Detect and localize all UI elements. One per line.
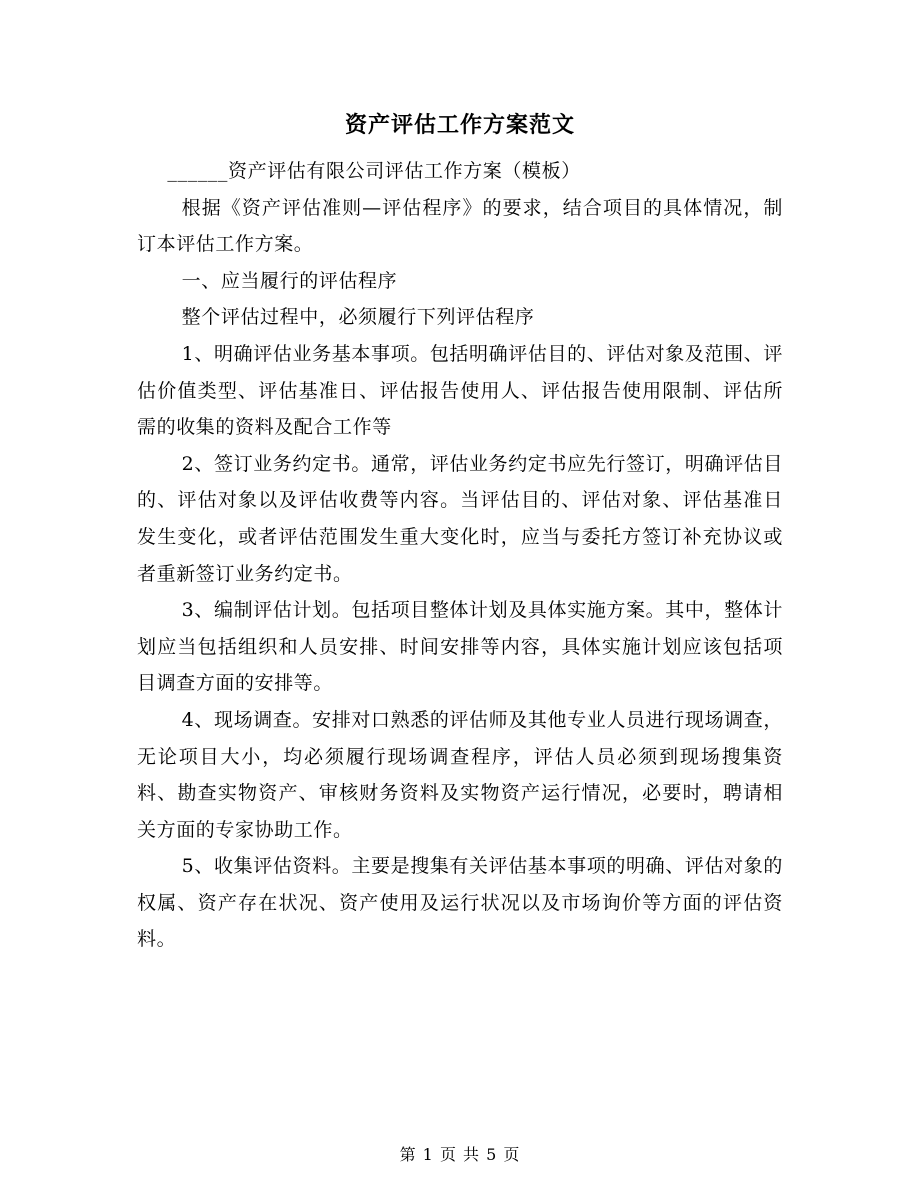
paragraph-procedure-intro: 整个评估过程中，必须履行下列评估程序 (181, 306, 535, 329)
document-title: 资产评估工作方案范文 (344, 112, 575, 138)
document-subtitle: ______资产评估有限公司评估工作方案（模板） (167, 160, 581, 182)
paragraph-item-2: 2、签订业务约定书。通常，评估业务约定书应先行签订，明确评估目的、评估对象以及评估收费等内容。当评估目的、评估对象、评估基准日发生变化，或者评估范围发生重大变化时，应当与委托方签订补充协议或者重新签订业务约定书。 (137, 452, 783, 585)
document-body (137, 153, 783, 958)
paragraph-item-5: 5、收集评估资料。主要是搜集有关评估基本事项的明确、评估对象的权属、资产存在状况、资产使用及运行状况以及市场询价等方面的评估资料。 (137, 855, 783, 951)
paragraph-item-3: 3、编制评估计划。包括项目整体计划及具体实施方案。其中，整体计划应当包括组织和人员安排、时间安排等内容，具体实施计划应该包括项目调查方面的安排等。 (137, 599, 783, 695)
page-number-footer: 第 1 页 共 5 页 (399, 1145, 521, 1164)
paragraph-intro: 根据《资产评估准则—评估程序》的要求，结合项目的具体情况，制订本评估工作方案。 (137, 196, 783, 256)
paragraph-item-1: 1、明确评估业务基本事项。包括明确评估目的、评估对象及范围、评估价值类型、评估基准日、评估报告使用人、评估报告使用限制、评估所需的收集的资料及配合工作等 (137, 342, 783, 439)
section-heading: 一、应当履行的评估程序 (181, 269, 398, 292)
paragraph-item-4: 4、现场调查。安排对口熟悉的评估师及其他专业人员进行现场调查，无论项目大小，均必须履行现场调查程序，评估人员必须到现场搜集资料、勘查实物资产、审核财务资料及实物资产运行情况，必要时，聘请相关方面的专家协助工作。 (137, 708, 783, 841)
